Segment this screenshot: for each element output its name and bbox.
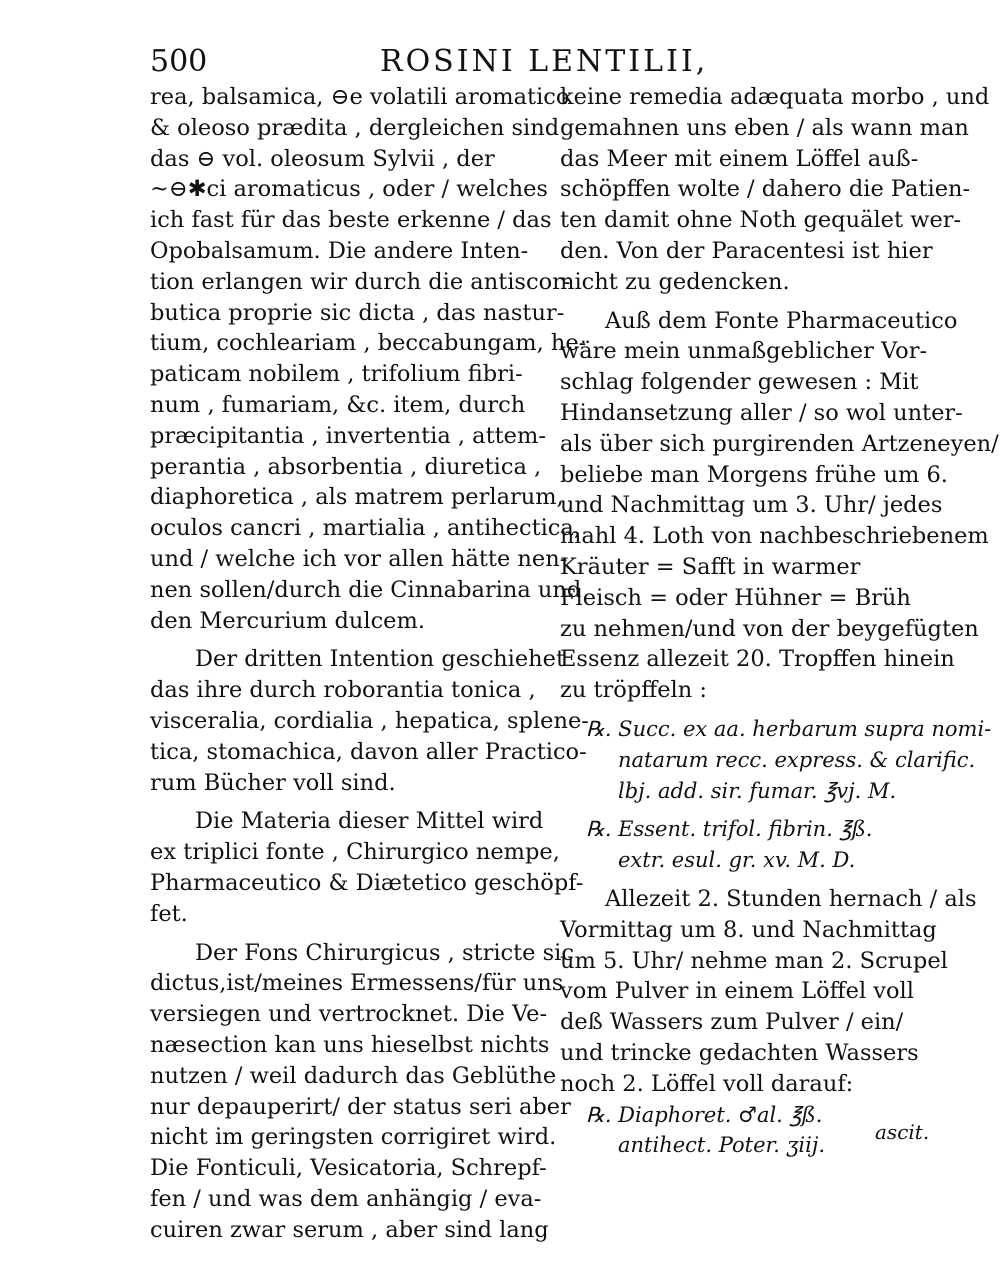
text-line: nen sollen/durch die Cinnabarina und bbox=[150, 576, 582, 603]
text-line: um 5. Uhr/ nehme man 2. Scrupel bbox=[560, 947, 948, 974]
text-line: visceralia, cordialia , hepatica, splene- bbox=[150, 707, 589, 734]
text-line: Fleisch = oder Hühner = Brüh bbox=[560, 584, 911, 611]
paragraph-gap bbox=[150, 636, 542, 644]
text-line: zu tröpffeln : bbox=[560, 677, 707, 704]
text-line: num , fumariam, &c. item, durch bbox=[150, 391, 526, 418]
text-line: noch 2. Löffel voll darauf: bbox=[560, 1070, 854, 1097]
text-line: nicht zu gedencken. bbox=[560, 268, 790, 295]
text-line: das ihre durch roborantia tonica , bbox=[150, 677, 536, 704]
text-line: oculos cancri , martialia , antihectica, bbox=[150, 515, 581, 542]
text-line: schlag folgender gewesen : Mit bbox=[560, 369, 919, 396]
page-header bbox=[150, 38, 950, 78]
text-line: Hindansetzung aller / so wol unter- bbox=[560, 399, 963, 426]
text-line: versiegen und vertrocknet. Die Ve- bbox=[150, 1001, 548, 1028]
text-line: Der dritten Intention geschiehet bbox=[195, 646, 566, 673]
text-line: nutzen / weil dadurch das Geblüthe bbox=[150, 1062, 557, 1089]
text-line: diaphoretica , als matrem perlarum, bbox=[150, 484, 564, 511]
text-line: fet. bbox=[150, 900, 188, 927]
text-line: fen / und was dem anhängig / eva- bbox=[150, 1185, 542, 1212]
text-line: Die Fonticuli, Vesicatoria, Schrepf- bbox=[150, 1155, 547, 1182]
text-line: lbj. add. sir. fumar. ℥vj. M. bbox=[618, 778, 897, 803]
text-line: ℞. Diaphoret. ♂al. ℥ß. bbox=[586, 1102, 823, 1127]
text-line: nicht im geringsten corrigiret wird. bbox=[150, 1124, 557, 1151]
text-line: vom Pulver in einem Löffel voll bbox=[560, 978, 914, 1005]
text-line: Opobalsamum. Die andere Inten- bbox=[150, 237, 529, 264]
text-line: ten damit ohne Noth gequälet wer- bbox=[560, 207, 962, 234]
text-line: paticam nobilem , trifolium fibri- bbox=[150, 361, 523, 388]
text-line: keine remedia adæquata morbo , und bbox=[560, 84, 990, 110]
text-line: Vormittag um 8. und Nachmittag bbox=[560, 916, 937, 943]
text-line: tium, cochleariam , beccabungam, he- bbox=[150, 330, 587, 357]
text-line: und / welche ich vor allen hätte nen- bbox=[150, 545, 568, 572]
right-text-column bbox=[560, 82, 999, 1161]
text-line: præcipitantia , invertentia , attem- bbox=[150, 422, 546, 449]
text-line: wäre mein unmaßgeblicher Vor- bbox=[560, 338, 928, 365]
text-line: Der Fons Chirurgicus , stricte sic bbox=[195, 939, 574, 966]
text-line: extr. esul. gr. xv. M. D. bbox=[618, 848, 856, 873]
text-line: næsection kan uns hieselbst nichts bbox=[150, 1031, 550, 1058]
text-line: das ⊖ vol. oleosum Sylvii , der bbox=[150, 145, 495, 172]
text-line: mahl 4. Loth von nachbeschriebenem bbox=[560, 523, 989, 550]
text-line: perantia , absorbentia , diuretica , bbox=[150, 453, 542, 480]
text-line: gemahnen uns eben / als wann man bbox=[560, 114, 969, 141]
text-line: ex triplici fonte , Chirurgico nempe, bbox=[150, 839, 560, 866]
text-line: zu nehmen/und von der beygefügten bbox=[560, 615, 979, 642]
text-line: rea, balsamica, ⊖e volatili aromatico bbox=[150, 84, 570, 110]
text-line: tica, stomachica, davon aller Practico- bbox=[150, 738, 587, 765]
text-line: natarum recc. express. & clarific. bbox=[618, 747, 976, 772]
catchword: ascit. bbox=[875, 1120, 930, 1144]
text-line: den Mercurium dulcem. bbox=[150, 607, 425, 634]
text-line: Allezeit 2. Stunden hernach / als bbox=[605, 885, 977, 912]
text-line: ℞. Succ. ex aa. herbarum supra nomi- bbox=[586, 716, 992, 741]
text-line: cuiren zwar serum , aber sind lang bbox=[150, 1216, 549, 1243]
text-line: butica proprie sic dicta , das nastur- bbox=[150, 299, 565, 326]
page-number: 500 bbox=[150, 44, 208, 79]
text-line: & oleoso prædita , dergleichen sind bbox=[150, 114, 560, 141]
text-line: Essenz allezeit 20. Tropffen hinein bbox=[560, 646, 955, 673]
running-title: ROSINI LENTILII, bbox=[380, 44, 709, 79]
text-line: Kräuter = Safft in warmer bbox=[560, 553, 861, 580]
text-line: antihect. Poter. ʒiij. bbox=[618, 1133, 826, 1158]
text-line: deß Wassers zum Pulver / ein/ bbox=[560, 1009, 904, 1036]
text-line: und Nachmittag um 3. Uhr/ jedes bbox=[560, 492, 943, 519]
text-line: dictus,ist/meines Ermessens/für uns bbox=[150, 970, 564, 997]
left-text-column bbox=[150, 82, 589, 1245]
paragraph-gap bbox=[560, 876, 945, 884]
text-line: beliebe man Morgens frühe um 6. bbox=[560, 461, 948, 488]
text-line: Pharmaceutico & Diætetico geschöpf- bbox=[150, 869, 584, 896]
text-line: ℞. Essent. trifol. fibrin. ℥ß. bbox=[586, 817, 873, 842]
text-line: Die Materia dieser Mittel wird bbox=[195, 808, 544, 835]
text-line: nur depauperirt/ der status seri aber bbox=[150, 1093, 571, 1120]
text-line: ich fast für das beste erkenne / das bbox=[150, 207, 552, 234]
text-line: das Meer mit einem Löffel auß- bbox=[560, 145, 919, 172]
text-line: Auß dem Fonte Pharmaceutico bbox=[605, 307, 958, 334]
text-line: schöpffen wolte / dahero die Patien- bbox=[560, 176, 971, 203]
paragraph-gap bbox=[150, 798, 542, 806]
paragraph-gap bbox=[560, 806, 945, 814]
text-line: den. Von der Paracentesi ist hier bbox=[560, 237, 933, 264]
text-line: und trincke gedachten Wassers bbox=[560, 1039, 919, 1066]
text-line: als über sich purgirenden Artzeneyen/ bbox=[560, 430, 999, 457]
text-line: ~⊖✱ci aromaticus , oder / welches bbox=[150, 176, 548, 203]
paragraph-gap bbox=[560, 706, 945, 714]
paragraph-gap bbox=[560, 298, 945, 306]
paragraph-gap bbox=[150, 930, 542, 938]
text-line: rum Bücher voll sind. bbox=[150, 769, 396, 796]
text-line: tion erlangen wir durch die antiscor- bbox=[150, 268, 571, 295]
